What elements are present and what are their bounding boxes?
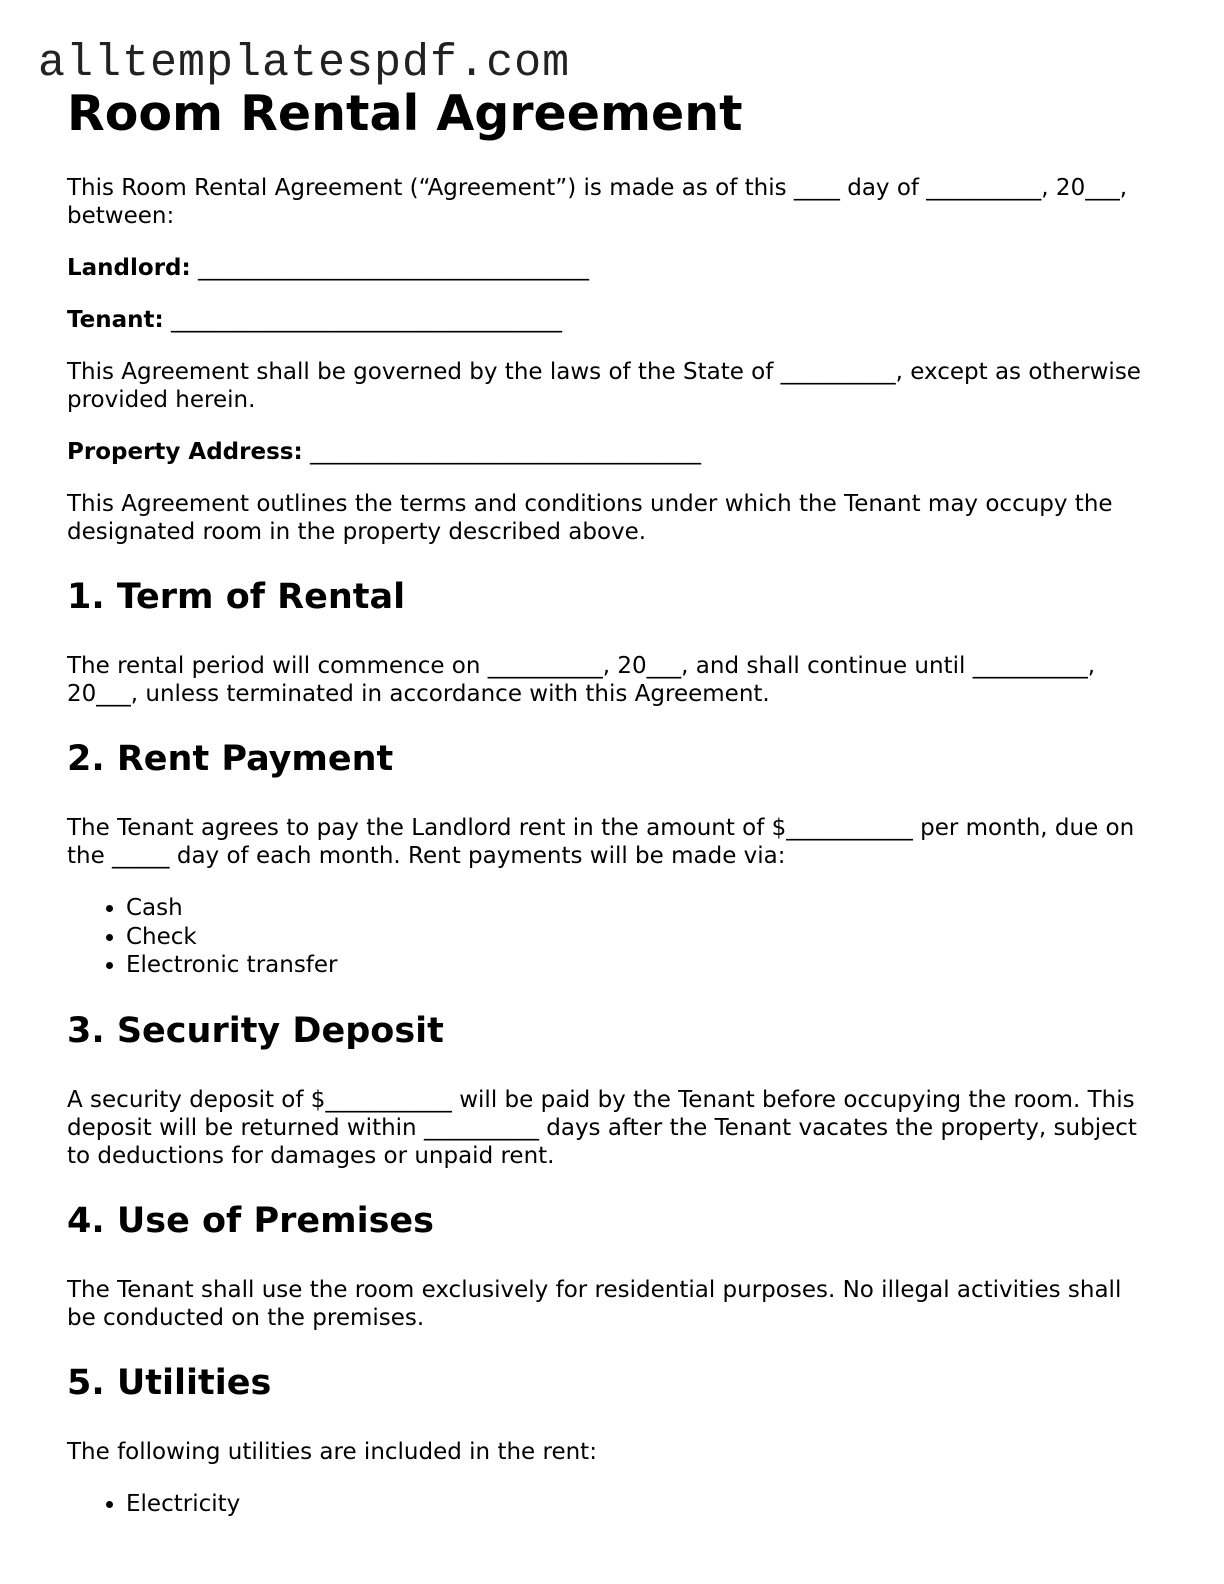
landlord-blank: __________________________________ xyxy=(198,255,590,281)
watermark: alltemplatespdf.com xyxy=(38,38,571,89)
property-address-label: Property Address: xyxy=(67,439,303,465)
section-body-term: The rental period will commence on __________, 20___, and shall continue until __________, 20___, unless terminated in accordance with this Agreement. xyxy=(67,653,1096,707)
section-heading-rent: 2. Rent Payment xyxy=(67,739,394,779)
list-item: • Electricity xyxy=(126,1490,1157,1519)
document-title: Room Rental Agreement xyxy=(67,85,743,142)
section-heading-utilities: 5. Utilities xyxy=(67,1362,272,1403)
section-body-rent: The Tenant agrees to pay the Landlord rent in the amount of $___________ per month, due on the _____ day of each month. Rent payments will be made via: xyxy=(67,815,1135,869)
landlord-field xyxy=(67,254,1157,282)
tenant-blank: __________________________________ xyxy=(171,307,563,333)
governing-law-paragraph: This Agreement shall be governed by the laws of the State of __________, except as otherwise provided herein. xyxy=(67,359,1141,413)
landlord-label: Landlord: xyxy=(67,255,191,281)
utilities-list xyxy=(67,1490,1157,1519)
section-body-utilities: The following utilities are included in the rent: xyxy=(67,1438,597,1465)
section-body-deposit: A security deposit of $___________ will be paid by the Tenant before occupying the room. This deposit will be returned within __________ days after the Tenant vacates the property, subject to deductions for damages or unpaid rent. xyxy=(67,1086,1137,1169)
payment-methods-list xyxy=(67,894,1157,980)
section-heading-deposit: 3. Security Deposit xyxy=(67,1010,444,1051)
property-address-field xyxy=(67,438,1157,466)
list-item: • Check xyxy=(126,923,1157,952)
list-item: • Electronic transfer xyxy=(126,951,1157,980)
list-item: • Cash xyxy=(126,894,1157,923)
tenant-label: Tenant: xyxy=(67,307,164,333)
section-body-use: The Tenant shall use the room exclusively for residential purposes. No illegal activities shall be conducted on the premises. xyxy=(67,1276,1122,1331)
property-address-blank: __________________________________ xyxy=(309,439,701,465)
document xyxy=(67,84,1157,1542)
tenant-field xyxy=(67,306,1157,334)
outline-paragraph: This Agreement outlines the terms and conditions under which the Tenant may occupy the designated room in the property described above. xyxy=(67,491,1113,545)
intro-paragraph: This Room Rental Agreement (“Agreement”) is made as of this ____ day of __________, 20___, between: xyxy=(67,175,1128,229)
section-heading-term: 1. Term of Rental xyxy=(67,577,406,617)
section-heading-use: 4. Use of Premises xyxy=(67,1200,434,1241)
